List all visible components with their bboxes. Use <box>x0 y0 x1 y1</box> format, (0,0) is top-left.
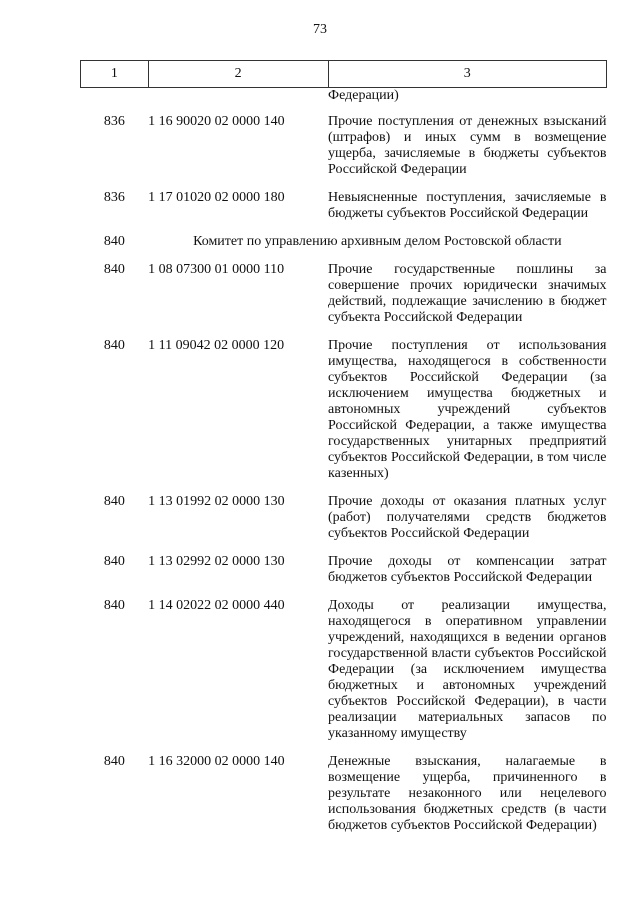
admin-code: 840 <box>103 338 125 353</box>
revenue-code: 1 16 32000 02 0000 140 <box>148 754 285 769</box>
admin-code: 840 <box>103 754 125 769</box>
admin-code: 840 <box>103 234 125 249</box>
revenue-description: Невыясненные поступления, зачисляемые в бюджеты субъектов Российской Федерации <box>328 190 607 221</box>
revenue-code: 1 11 09042 02 0000 120 <box>148 338 285 353</box>
table-row <box>81 594 607 750</box>
revenue-code: 1 13 01992 02 0000 130 <box>148 494 285 509</box>
revenue-code: 1 08 07300 01 0000 110 <box>148 262 285 277</box>
revenue-description: Денежные взыскания, налагаемые в возмещение ущерба, причиненного в результате незаконного или нецелевого использования бюджетных средств (в части бюджетов субъектов Российской Федерации) <box>328 754 607 833</box>
table-row <box>81 550 607 594</box>
table-row <box>81 110 607 186</box>
revenue-codes-table <box>80 60 607 842</box>
admin-code: 836 <box>103 114 125 129</box>
revenue-code: 1 17 01020 02 0000 180 <box>148 190 285 205</box>
section-heading: Комитет по управлению архивным делом Ростовской области <box>193 234 562 249</box>
revenue-description: Прочие доходы от оказания платных услуг (работ) получателями средств бюджетов субъектов Российской Федерации <box>328 494 607 541</box>
revenue-description: Прочие доходы от компенсации затрат бюджетов субъектов Российской Федерации <box>328 554 607 585</box>
admin-code: 840 <box>103 494 125 509</box>
table-header-row <box>81 61 607 88</box>
table-row <box>81 258 607 334</box>
continuation-text: Федерации) <box>328 88 399 103</box>
table-row <box>81 186 607 230</box>
table-row <box>81 750 607 842</box>
header-col-1: 1 <box>81 61 149 88</box>
header-col-3: 3 <box>328 61 606 88</box>
continuation-row <box>81 88 607 111</box>
revenue-code: 1 13 02992 02 0000 130 <box>148 554 285 569</box>
header-col-2: 2 <box>148 61 328 88</box>
page-number: 73 <box>313 22 327 37</box>
revenue-description: Доходы от реализации имущества, находящегося в оперативном управлении учреждений, находящихся в ведении органов государственной власти субъектов Российской Федерации (за исключением имущества бюджетных и автономных учреждений субъектов Российской Федерации), в части реализации материальных запасов по указанному имуществу <box>328 598 607 741</box>
table-row <box>81 490 607 550</box>
revenue-description: Прочие поступления от денежных взысканий (штрафов) и иных сумм в возмещение ущерба, зачисляемые в бюджеты субъектов Российской Федерации <box>328 114 607 177</box>
admin-code: 840 <box>103 598 125 613</box>
revenue-code: 1 14 02022 02 0000 440 <box>148 598 285 613</box>
revenue-code: 1 16 90020 02 0000 140 <box>148 114 285 129</box>
section-heading-row <box>81 230 607 258</box>
admin-code: 840 <box>103 554 125 569</box>
admin-code: 836 <box>103 190 125 205</box>
revenue-description: Прочие поступления от использования имущества, находящегося в собственности субъектов Российской Федерации (за исключением имущества бюджетных и автономных учреждений субъектов Российской Федерации, а также имущества государственных унитарных предприятий субъектов Российской Федерации, в том числе казенных) <box>328 338 607 481</box>
table-row <box>81 334 607 490</box>
admin-code: 840 <box>103 262 125 277</box>
revenue-description: Прочие государственные пошлины за совершение прочих юридически значимых действий, подлежащие зачислению в бюджет субъекта Российской Федерации <box>328 262 607 325</box>
